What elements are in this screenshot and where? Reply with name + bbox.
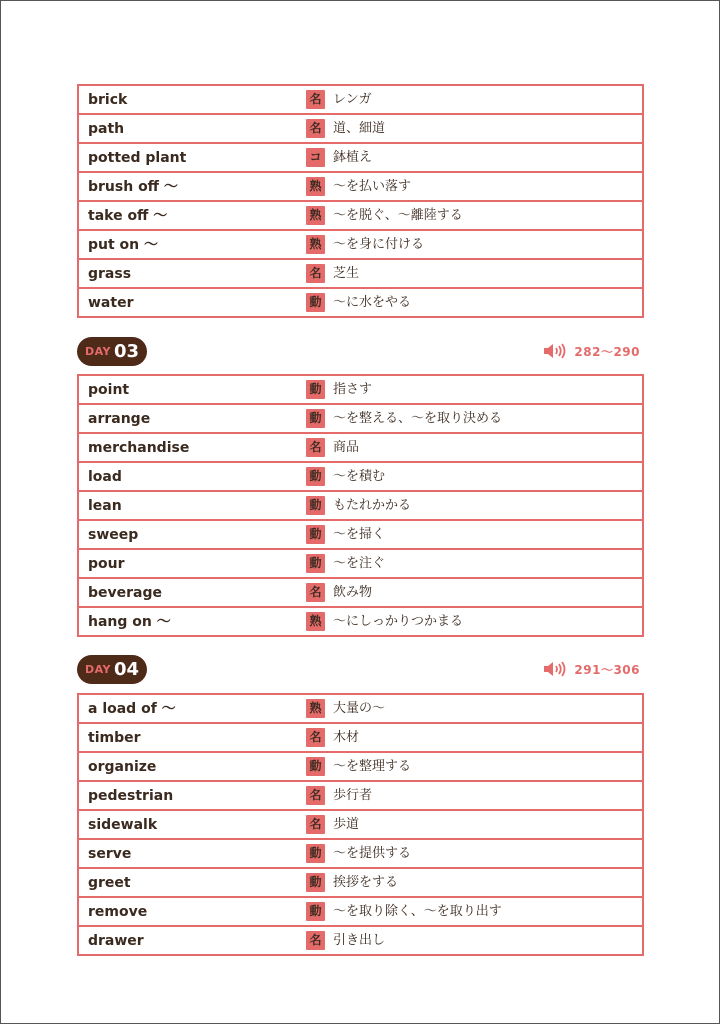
pos-badge: 名 <box>306 90 325 109</box>
pos-badge: 動 <box>306 902 325 921</box>
meaning: 〜を整理する <box>333 759 412 774</box>
pos-badge: 動 <box>306 554 325 573</box>
meaning: 商品 <box>333 440 360 455</box>
day-label: DAY <box>84 345 111 358</box>
audio-range-text: 291〜306 <box>574 662 640 677</box>
meaning: 〜を積む <box>333 469 386 484</box>
pos-badge: 動 <box>306 380 325 399</box>
meaning: 〜にしっかりつかまる <box>333 614 464 629</box>
meaning: もたれかかる <box>333 498 412 513</box>
word: lean <box>88 498 122 514</box>
pos-badge: 動 <box>306 873 325 892</box>
table-row <box>79 405 642 434</box>
word: point <box>88 382 130 398</box>
table-row <box>79 231 642 260</box>
pos-badge: 名 <box>306 583 325 602</box>
vocab-table-top <box>77 84 644 318</box>
day-number: 03 <box>114 341 140 362</box>
word: greet <box>88 875 131 891</box>
meaning: 〜を提供する <box>333 846 412 861</box>
day-badge <box>77 337 147 366</box>
table-row <box>79 86 642 115</box>
audio-range-text: 282〜290 <box>574 344 640 359</box>
meaning: 〜に水をやる <box>333 295 412 310</box>
table-row <box>79 840 642 869</box>
meaning: 道、細道 <box>333 121 386 136</box>
table-row <box>79 260 642 289</box>
pos-badge: 動 <box>306 496 325 515</box>
pos-badge: 名 <box>306 931 325 950</box>
table-row <box>79 724 642 753</box>
meaning: 〜を脱ぐ、〜離陸する <box>333 208 463 223</box>
table-row <box>79 173 642 202</box>
meaning: 芝生 <box>333 266 360 281</box>
pos-badge: 動 <box>306 467 325 486</box>
meaning: 〜を取り除く、〜を取り出す <box>333 904 502 919</box>
word: drawer <box>88 933 144 949</box>
word: brush off 〜 <box>88 179 178 195</box>
table-row <box>79 202 642 231</box>
pos-badge: 熟 <box>306 699 325 718</box>
speaker-icon <box>543 343 569 359</box>
table-row <box>79 695 642 724</box>
pos-badge: 名 <box>306 815 325 834</box>
table-row <box>79 289 642 318</box>
day-number: 04 <box>114 659 140 680</box>
table-row <box>79 550 642 579</box>
meaning: 歩行者 <box>333 788 373 803</box>
table-row <box>79 115 642 144</box>
table-row <box>79 579 642 608</box>
pos-badge: 熟 <box>306 177 325 196</box>
table-row <box>79 463 642 492</box>
word: sidewalk <box>88 817 158 833</box>
meaning: 指さす <box>333 382 373 397</box>
meaning: 飲み物 <box>333 585 373 600</box>
word: pedestrian <box>88 788 174 804</box>
pos-badge: 動 <box>306 293 325 312</box>
word: grass <box>88 266 132 282</box>
table-row <box>79 811 642 840</box>
meaning: 〜を払い落す <box>333 179 412 194</box>
word: brick <box>88 92 128 108</box>
pos-badge: 名 <box>306 728 325 747</box>
word: timber <box>88 730 141 746</box>
meaning: 木材 <box>333 730 360 745</box>
word: merchandise <box>88 440 190 456</box>
meaning: 〜を注ぐ <box>333 556 386 571</box>
table-row <box>79 144 642 173</box>
pos-badge: 熟 <box>306 612 325 631</box>
pos-badge: 名 <box>306 264 325 283</box>
audio-track-range[interactable] <box>543 659 640 679</box>
table-row <box>79 376 642 405</box>
word: a load of 〜 <box>88 701 176 717</box>
pos-badge: 動 <box>306 409 325 428</box>
table-row <box>79 492 642 521</box>
vocab-table-day04 <box>77 693 644 956</box>
pos-badge: 動 <box>306 525 325 544</box>
pos-badge: 動 <box>306 757 325 776</box>
pos-badge: コ <box>306 148 325 167</box>
word: take off 〜 <box>88 208 168 224</box>
meaning: 引き出し <box>333 933 386 948</box>
meaning: 〜を整える、〜を取り決める <box>333 411 503 426</box>
meaning: 挨拶をする <box>333 875 399 890</box>
pos-badge: 名 <box>306 786 325 805</box>
table-row <box>79 753 642 782</box>
word: put on 〜 <box>88 237 159 253</box>
word: serve <box>88 846 132 862</box>
table-row <box>79 898 642 927</box>
table-row <box>79 782 642 811</box>
speaker-icon <box>543 661 569 677</box>
word: water <box>88 295 134 311</box>
pos-badge: 熟 <box>306 235 325 254</box>
meaning: 歩道 <box>333 817 360 832</box>
word: arrange <box>88 411 151 427</box>
vocab-table-day03 <box>77 374 644 637</box>
meaning: レンガ <box>333 92 372 107</box>
day-badge <box>77 655 147 684</box>
audio-track-range[interactable] <box>543 341 640 361</box>
meaning: 大量の〜 <box>333 701 386 716</box>
word: load <box>88 469 122 485</box>
word: potted plant <box>88 150 187 166</box>
word: pour <box>88 556 125 572</box>
pos-badge: 名 <box>306 438 325 457</box>
word: organize <box>88 759 157 775</box>
word: sweep <box>88 527 139 543</box>
table-row <box>79 927 642 956</box>
word: path <box>88 121 125 137</box>
pos-badge: 熟 <box>306 206 325 225</box>
meaning: 〜を掃く <box>333 527 386 542</box>
day-label: DAY <box>84 663 111 676</box>
meaning: 〜を身に付ける <box>333 237 425 252</box>
table-row <box>79 608 642 637</box>
word: remove <box>88 904 148 920</box>
pos-badge: 名 <box>306 119 325 138</box>
pos-badge: 動 <box>306 844 325 863</box>
table-row <box>79 869 642 898</box>
meaning: 鉢植え <box>333 150 373 165</box>
word: hang on 〜 <box>88 614 171 630</box>
table-row <box>79 434 642 463</box>
word: beverage <box>88 585 163 601</box>
table-row <box>79 521 642 550</box>
